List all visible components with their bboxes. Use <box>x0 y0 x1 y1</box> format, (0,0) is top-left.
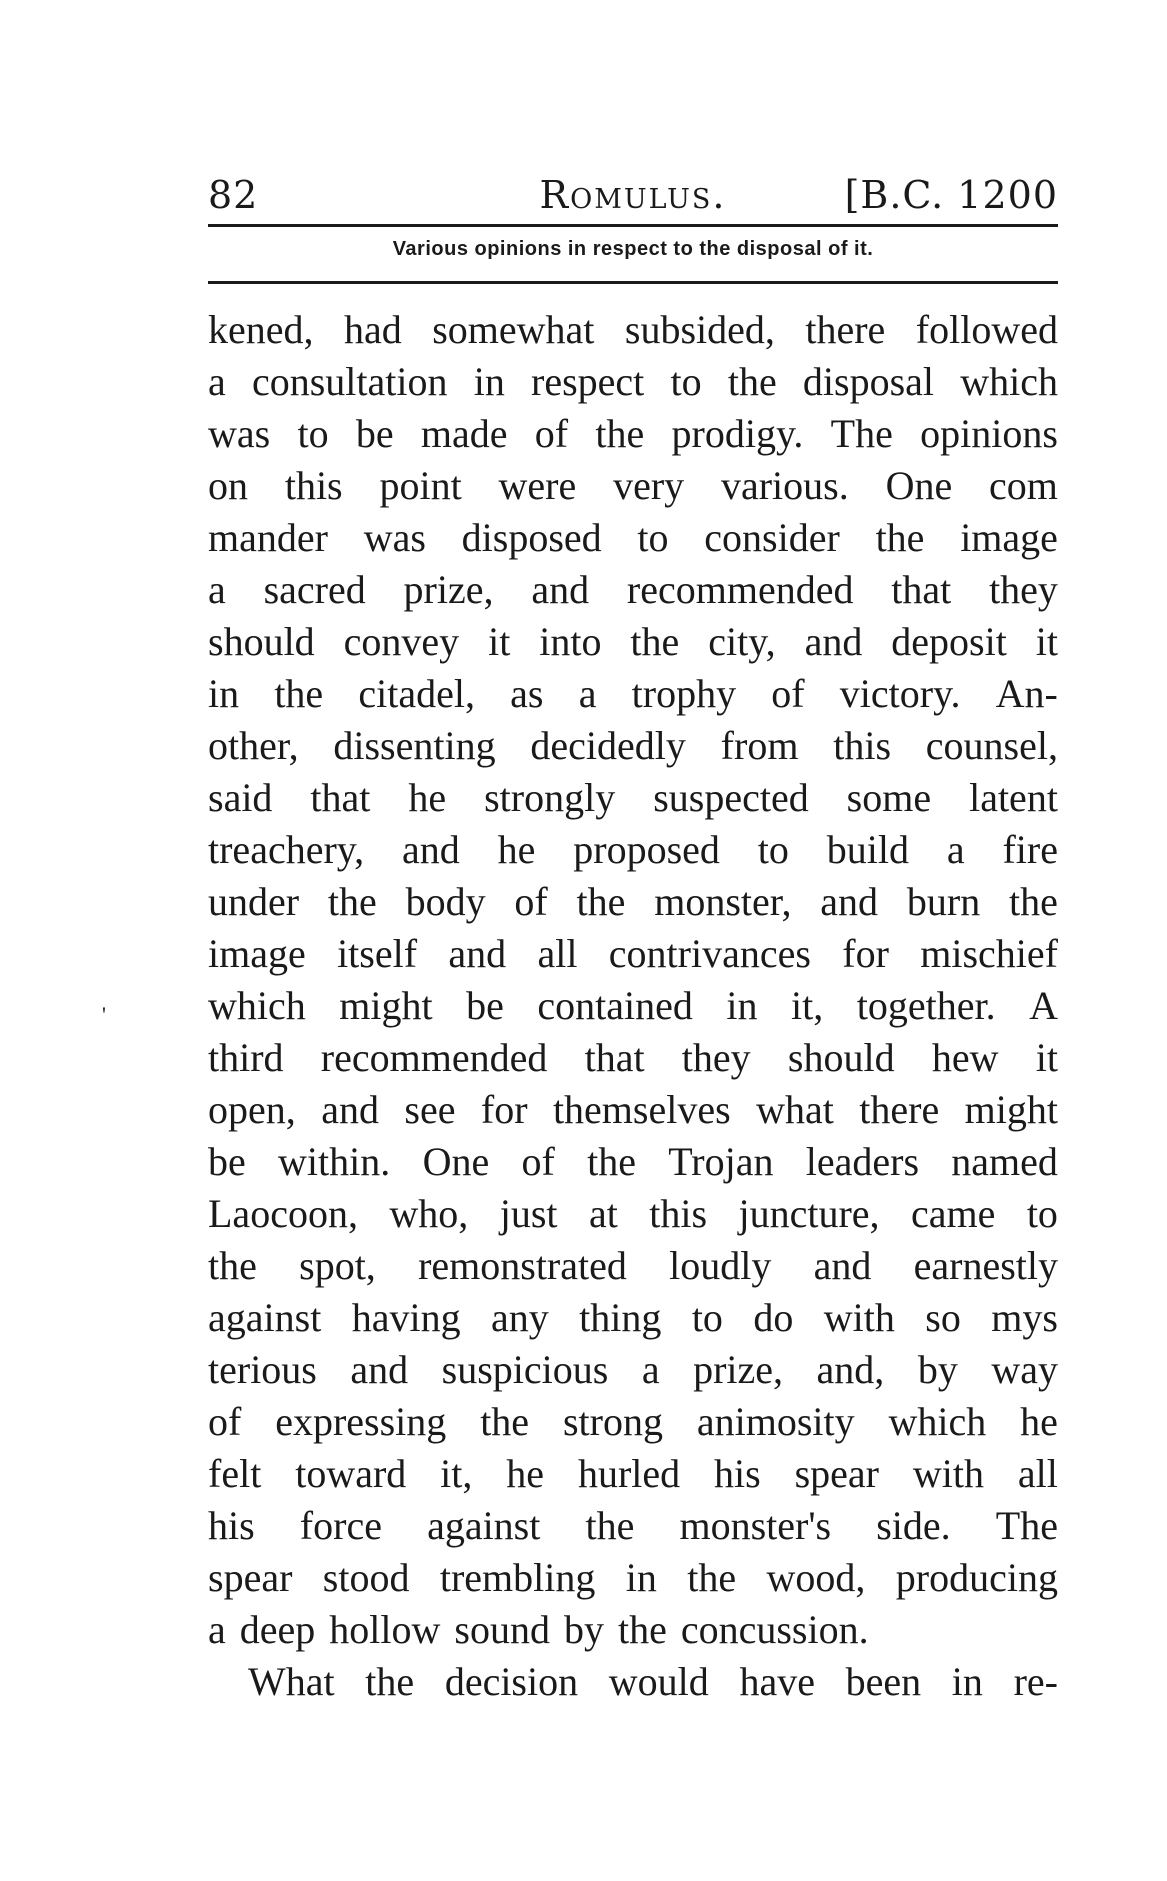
text-line: spear stood trembling in the wood, producing <box>208 1555 1058 1600</box>
text-line: was to be made of the prodigy. The opinions <box>208 411 1058 456</box>
text-line: under the body of the monster, and burn the <box>208 879 1058 924</box>
text-line: the spot, remonstrated loudly and earnestly <box>208 1243 1058 1288</box>
text-line: a consultation in respect to the disposal which <box>208 359 1058 404</box>
text-line: image itself and all contrivances for mischief <box>208 931 1058 976</box>
text-line: mander was disposed to consider the image <box>208 515 1058 560</box>
text-line: treachery, and he proposed to build a fire <box>208 827 1058 872</box>
text-line: Laocoon, who, just at this juncture, came to <box>208 1191 1058 1236</box>
text-line: What the decision would have been in re- <box>248 1659 1058 1704</box>
text-line: his force against the monster's side. The <box>208 1503 1058 1548</box>
text-line: a deep hollow sound by the concussion. <box>208 1607 869 1652</box>
text-line: a sacred prize, and recommended that they <box>208 567 1058 612</box>
running-title: Romulus. <box>539 173 727 217</box>
text-line: kened, had somewhat subsided, there followed <box>208 307 1058 352</box>
text-line: terious and suspicious a prize, and, by way <box>208 1347 1058 1392</box>
text-line: should convey it into the city, and deposit it <box>208 619 1058 664</box>
page-number: 82 <box>208 173 259 217</box>
text-line: other, dissenting decidedly from this counsel, <box>208 723 1058 768</box>
date-reference: [B.C. 1200 <box>844 173 1058 217</box>
text-line: on this point were very various. One com <box>208 463 1058 508</box>
text-line: of expressing the strong animosity which he <box>208 1399 1058 1444</box>
text-line: said that he strongly suspected some latent <box>208 775 1058 820</box>
margin-mark: ' <box>102 1002 106 1027</box>
text-line: be within. One of the Trojan leaders named <box>208 1139 1058 1184</box>
header-rule-top <box>208 224 1058 227</box>
text-line: felt toward it, he hurled his spear with all <box>208 1451 1058 1496</box>
text-line: against having any thing to do with so mys <box>208 1295 1058 1340</box>
page-header <box>208 163 1058 223</box>
text-line: open, and see for themselves what there might <box>208 1087 1058 1132</box>
section-subheading: Various opinions in respect to the disposal of it. <box>392 238 874 260</box>
text-line: in the citadel, as a trophy of victory. An- <box>208 671 1058 716</box>
text-line: which might be contained in it, together. A <box>208 983 1058 1028</box>
body-text <box>208 304 1058 1708</box>
text-line: third recommended that they should hew it <box>208 1035 1058 1080</box>
header-rule-bottom <box>208 281 1058 284</box>
